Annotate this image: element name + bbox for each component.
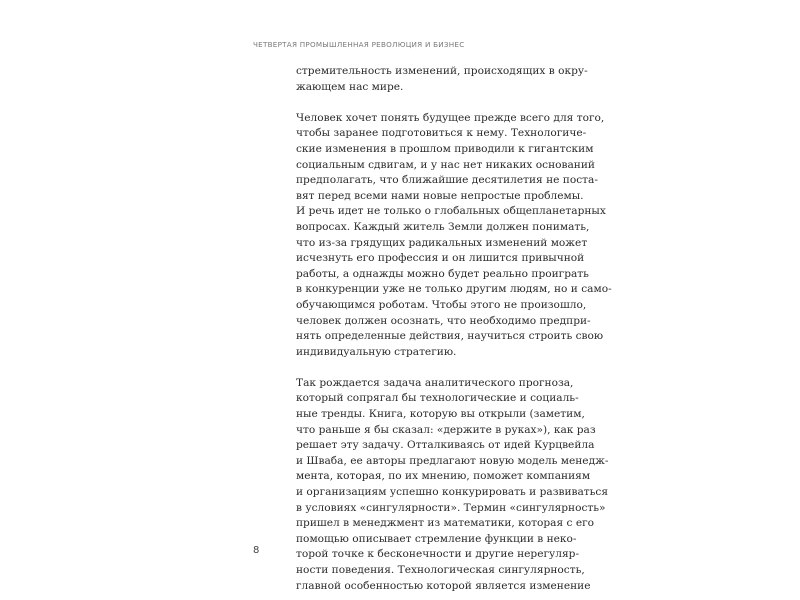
text-line: человек должен осознать, что необходимо предпри-	[296, 314, 591, 327]
text-line: обучающимся роботам. Чтобы этого не произошло,	[296, 298, 587, 311]
text-line: и организациям успешно конкурировать и развиваться	[296, 486, 609, 499]
text-line: ности поведения. Технологическая сингулярность,	[296, 564, 585, 576]
running-header: ЧЕТВЕРТАЯ ПРОМЫШЛЕННАЯ РЕВОЛЮЦИЯ И БИЗНЕС	[253, 40, 465, 49]
text-line: Человек хочет понять будущее прежде всего для того,	[296, 111, 605, 124]
page-number: 8	[253, 545, 260, 556]
text-line: в условиях «сингулярности». Термин «сингулярность»	[296, 501, 606, 514]
text-line: главной особенностью которой является изменение	[296, 579, 591, 592]
text-line: социальным сдвигам, и у нас нет никаких оснований	[296, 158, 595, 171]
body-text	[296, 64, 612, 594]
paragraph	[296, 64, 588, 95]
text-line: торой точке к бесконечности и другие нерегуляр-	[296, 548, 580, 561]
text-line: предполагать, что ближайшие десятилетия не поста-	[296, 174, 598, 187]
text-line: мента, которая, по их мнению, поможет компаниям	[296, 470, 591, 483]
text-line: вят перед всеми нами новые непростые проблемы.	[296, 189, 584, 202]
text-line: в конкуренции уже не только другим людям, но и само-	[296, 283, 612, 296]
text-line: ские изменения в прошлом приводили к гигантским	[296, 142, 594, 155]
text-line: жающем нас мире.	[296, 80, 404, 93]
text-line: индивидуальную стратегию.	[296, 345, 457, 358]
text-line: что раньше я бы сказал: «держите в руках»), как раз	[296, 423, 596, 436]
text-line: нять определенные действия, научиться строить свою	[296, 330, 604, 343]
text-line: ные тренды. Книга, которую вы открыли (заметим,	[296, 408, 585, 421]
text-line: который сопрягал бы технологические и социаль-	[296, 392, 579, 405]
text-line: Так рождается задача аналитического прогноза,	[296, 376, 574, 389]
text-line: стремительность изменений, происходящих в окру-	[296, 65, 588, 77]
text-line: И речь идет не только о глобальных общепланетарных	[296, 205, 606, 218]
paragraph	[296, 111, 612, 361]
text-line: вопросах. Каждый житель Земли должен понимать,	[296, 220, 590, 233]
text-line: помощью описывает стремление функции в неко-	[296, 532, 577, 545]
text-line: решает эту задачу. Отталкиваясь от идей Курцвейла	[296, 439, 595, 452]
paragraph	[296, 376, 609, 594]
text-line: чтобы заранее подготовиться к нему. Технологиче-	[296, 127, 587, 140]
text-line: исчезнуть его профессия и он лишится привычной	[296, 252, 585, 265]
text-line: что из-за грядущих радикальных изменений может	[296, 236, 588, 249]
text-line: пришел в менеджмент из математики, которая с его	[296, 517, 595, 530]
text-line: и Шваба, ее авторы предлагают новую модель менедж-	[296, 454, 609, 467]
text-line: работы, а однажды можно будет реально проиграть	[296, 267, 589, 280]
